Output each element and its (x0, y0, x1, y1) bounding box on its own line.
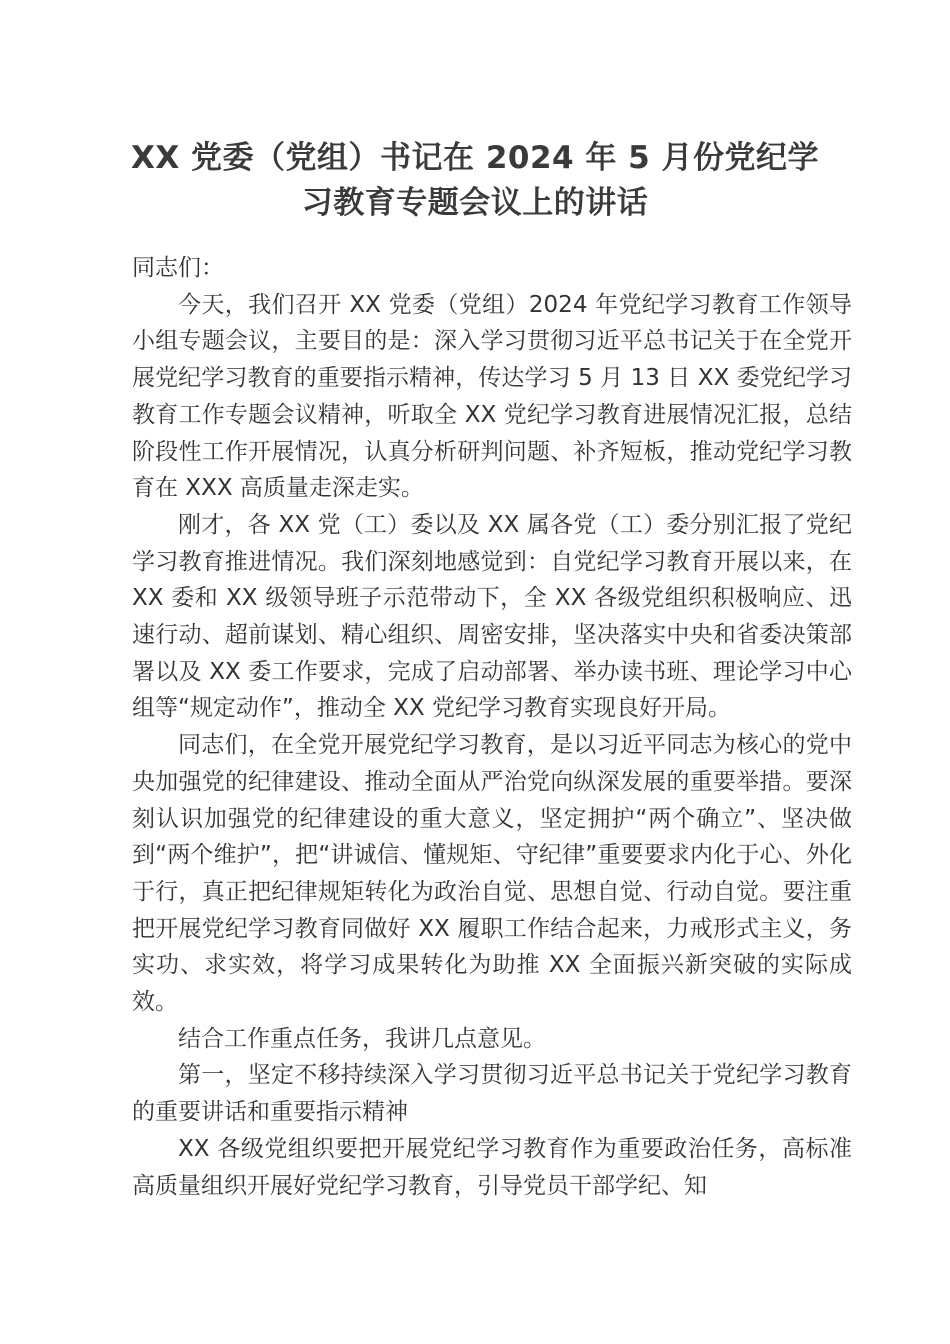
paragraph-transition: 结合工作重点任务，我讲几点意见。 (178, 1025, 546, 1052)
salutation: 同志们： (132, 255, 224, 281)
paragraph-opening: 今天，我们召开 XX 党委（党组）2024 年党纪学习教育工作领导小组专题会议，主要目的是：深入学习贯彻习近平总书记关于在全党开展党纪学习教育的重要指示精神，传达学习 5 月 13 日 XX 委党纪学习教育工作专题会议精神，听取全 XX 党纪学习教育进展情况汇报，总结阶段性工作开展情况，认真分析研判问题、补齐短板，推动党纪学习教育在 XXX 高质量走深走实。 (132, 291, 852, 502)
document-title: XX 党委（党组）书记在 2024 年 5 月份党纪学习教育专题会议上的讲话 (130, 140, 820, 221)
paragraph-first-section: XX 各级党组织要把开展党纪学习教育作为重要政治任务，高标准高质量组织开展好党纪学习教育，引导党员干部学纪、知 (132, 1135, 852, 1199)
paragraph-reports: 刚才，各 XX 党（工）委以及 XX 属各党（工）委分别汇报了党纪学习教育推进情况。我们深刻地感觉到：自党纪学习教育开展以来，在 XX 委和 XX 级领导班子示范带动下，全 XX 各级党组织积极响应、迅速行动、超前谋划、精心组织、周密安排，坚决落实中央和省委决策部署以及 XX 委工作要求，完成了启动部署、举办读书班、理论学习中心组等“规定动作”，推动全 XX 党纪学习教育实现良好开局。 (132, 511, 852, 722)
paragraph-significance: 同志们，在全党开展党纪学习教育，是以习近平同志为核心的党中央加强党的纪律建设、推动全面从严治党向纵深发展的重要举措。要深刻认识加强党的纪律建设的重大意义，坚定拥护“两个确立”、坚决做到“两个维护”，把“讲诚信、懂规矩、守纪律”重要要求内化于心、外化于行，真正把纪律规矩转化为政治自觉、思想自觉、行动自觉。要注重把开展党纪学习教育同做好 XX 履职工作结合起来，力戒形式主义，务实功、求实效，将学习成果转化为助推 XX 全面振兴新突破的实际成效。 (132, 732, 852, 1016)
section-heading-first: 第一，坚定不移持续深入学习贯彻习近平总书记关于党纪学习教育的重要讲话和重要指示精神 (132, 1062, 852, 1126)
document-body (132, 250, 852, 1204)
